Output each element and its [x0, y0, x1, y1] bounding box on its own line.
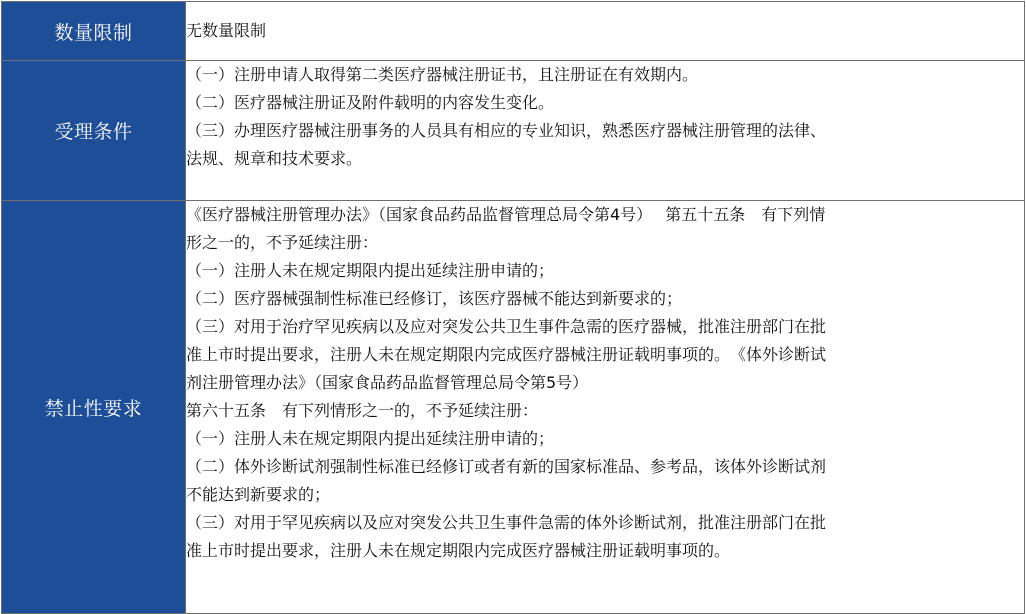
content-line: （三）对用于治疗罕见疾病以及应对突发公共卫生事件急需的医疗器械，批准注册部门在批 — [186, 317, 827, 336]
content-line: 无数量限制 — [186, 21, 267, 40]
row-content-prohibitive-requirements — [186, 201, 1025, 614]
content-line: （一）注册人未在规定期限内提出延续注册申请的； — [186, 261, 555, 280]
table-row-acceptance-conditions — [2, 61, 1025, 201]
content-line: （二）医疗器械强制性标准已经修订，该医疗器械不能达到新要求的； — [186, 289, 683, 308]
table-row-prohibitive-requirements — [2, 201, 1025, 614]
content-line: （二）医疗器械注册证及附件载明的内容发生变化。 — [186, 93, 555, 112]
content-line: 准上市时提出要求，注册人未在规定期限内完成医疗器械注册证载明事项的。 — [186, 541, 731, 560]
row-label-prohibitive-requirements: 禁止性要求 — [2, 201, 186, 614]
row-label-acceptance-conditions: 受理条件 — [2, 61, 186, 201]
info-table — [1, 1, 1025, 614]
content-line: 形之一的，不予延续注册： — [186, 233, 379, 252]
row-label-quantity-limit: 数量限制 — [2, 2, 186, 61]
row-content-quantity-limit — [186, 2, 1025, 61]
content-line: 不能达到新要求的； — [186, 485, 331, 504]
content-line: 准上市时提出要求，注册人未在规定期限内完成医疗器械注册证载明事项的。 《体外诊断试 — [186, 345, 827, 364]
content-line: （一）注册人未在规定期限内提出延续注册申请的； — [186, 429, 555, 448]
content-line: （三）办理医疗器械注册事务的人员具有相应的专业知识，熟悉医疗器械注册管理的法律、 — [186, 121, 827, 140]
content-line: 第六十五条 有下列情形之一的，不予延续注册： — [186, 401, 539, 420]
content-line: 剂注册管理办法》（国家食品药品监督管理总局令第5号） — [186, 373, 589, 392]
row-content-acceptance-conditions — [186, 61, 1025, 201]
content-line: （二）体外诊断试剂强制性标准已经修订或者有新的国家标准品、参考品，该体外诊断试剂 — [186, 457, 827, 476]
content-line: 《医疗器械注册管理办法》（国家食品药品监督管理总局令第4号） 第五十五条 有下列情 — [186, 205, 826, 224]
content-line: （一）注册申请人取得第二类医疗器械注册证书，且注册证在有效期内。 — [186, 65, 699, 84]
table-row-quantity-limit — [2, 2, 1025, 61]
content-line: （三）对用于罕见疾病以及应对突发公共卫生事件急需的体外诊断试剂，批准注册部门在批 — [186, 513, 827, 532]
content-line: 法规、规章和技术要求。 — [186, 149, 363, 168]
